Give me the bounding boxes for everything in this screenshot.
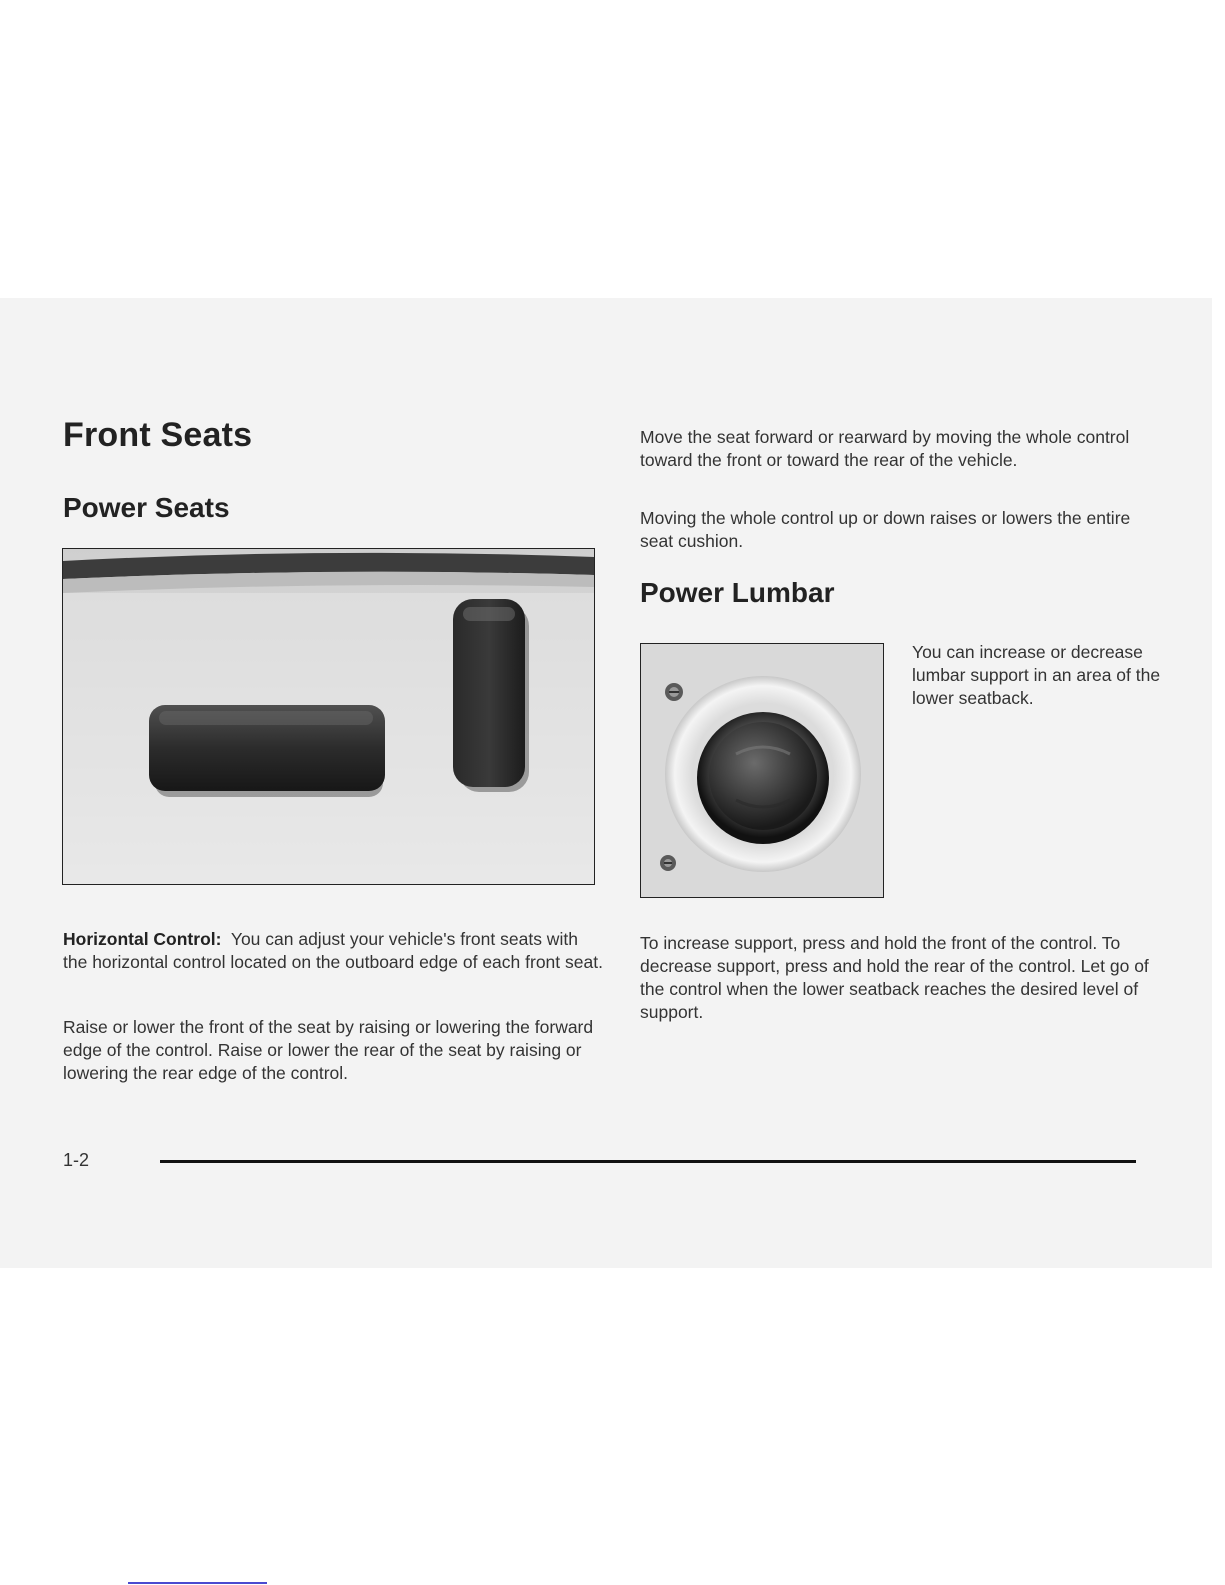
lumbar-support-description: You can increase or decrease lumbar support in an area of the lower seatback. <box>912 642 1161 708</box>
power-lumbar-control-photo <box>640 643 884 898</box>
seat-controls-illustration <box>63 549 594 884</box>
move-seat-paragraph: Move the seat forward or rearward by moving the whole control toward the front or toward the rear of the vehicle. <box>640 427 1130 470</box>
lumbar-control-illustration <box>641 644 883 897</box>
horizontal-control-lead: Horizontal Control: <box>63 929 222 949</box>
footer-rule <box>160 1160 1136 1163</box>
page-number: 1-2 <box>63 1150 90 1170</box>
whole-control-paragraph: Moving the whole control up or down raises or lowers the entire seat cushion. <box>640 508 1131 551</box>
lumbar-instructions-paragraph: To increase support, press and hold the front of the control. To decrease support, press and hold the rear of the control. Let go of the control when the lower seatback reaches the desired level of support. <box>640 933 1149 1022</box>
section-title-front-seats: Front Seats <box>63 416 253 454</box>
bottom-link-underline[interactable] <box>128 1582 267 1584</box>
horizontal-control-paragraph <box>63 928 603 974</box>
power-seat-controls-photo <box>62 548 595 885</box>
subsection-title-power-lumbar: Power Lumbar <box>640 577 835 608</box>
subsection-title-power-seats: Power Seats <box>63 492 230 523</box>
raise-lower-front-paragraph: Raise or lower the front of the seat by raising or lowering the forward edge of the control. Raise or lower the rear of the seat by raising or lowering the rear edge of the control. <box>63 1017 594 1083</box>
horizontal-control-text: You can adjust your vehicle's front seats with the horizontal control located on the outboard edge of each front seat. <box>63 929 603 972</box>
